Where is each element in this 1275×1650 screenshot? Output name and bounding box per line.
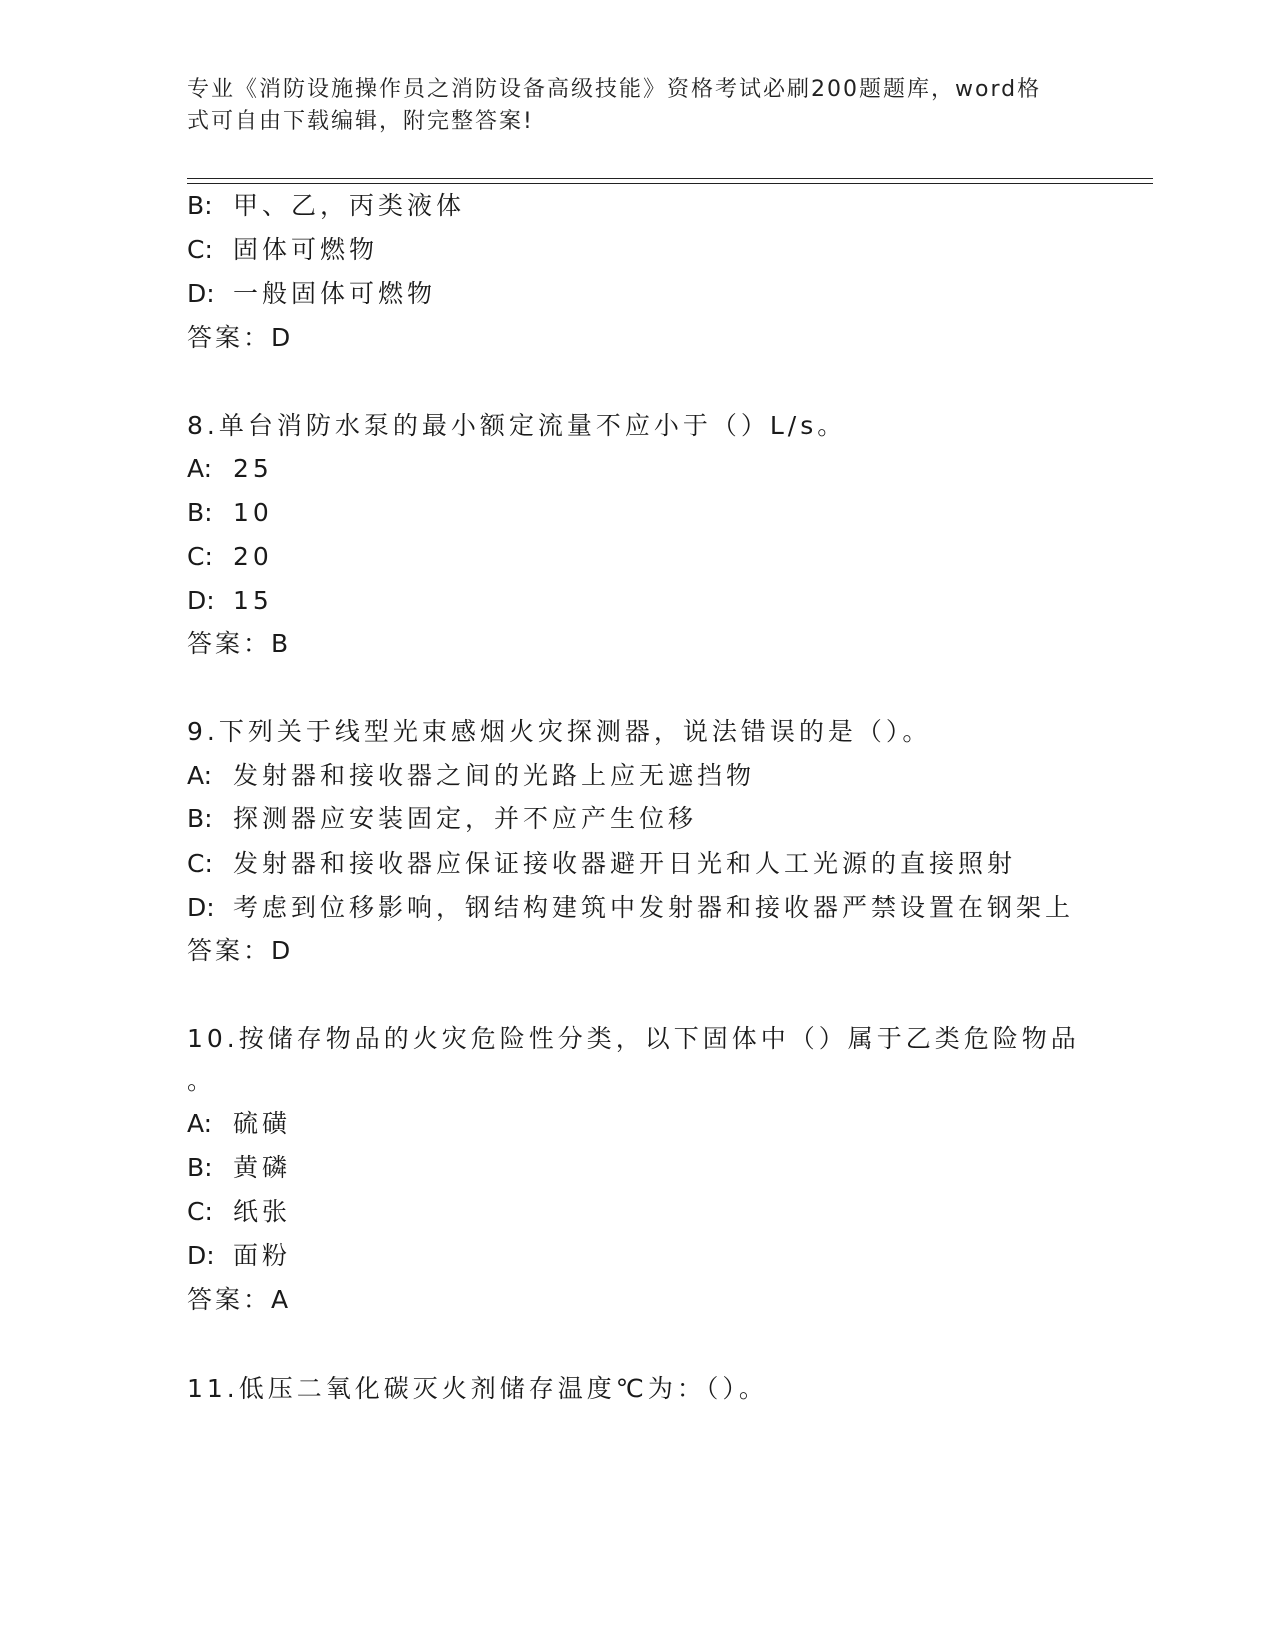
- option-b: [187, 497, 273, 529]
- option-text: 黄磷: [233, 1153, 292, 1182]
- option-text: 25: [233, 454, 273, 483]
- option-text: 20: [233, 542, 273, 571]
- option-b: [187, 190, 465, 222]
- option-text: 考虑到位移影响，钢结构建筑中发射器和接收器严禁设置在钢架上: [233, 893, 1075, 922]
- option-text: 发射器和接收器应保证接收器避开日光和人工光源的直接照射: [233, 849, 1017, 878]
- option-a: [187, 453, 273, 485]
- option-key: C:: [187, 235, 213, 264]
- option-d: [187, 585, 273, 617]
- document-header: [187, 74, 1067, 138]
- option-text: 纸张: [233, 1197, 292, 1226]
- option-d: [187, 278, 436, 310]
- option-key: D:: [187, 1241, 215, 1270]
- answer-line: 答案：D: [187, 323, 294, 352]
- option-text: 固体可燃物: [233, 235, 379, 264]
- option-key: D:: [187, 586, 215, 615]
- option-text: 一般固体可燃物: [233, 279, 437, 308]
- header-line-1: 专业《消防设施操作员之消防设备高级技能》资格考试必刷200题题库，word格: [187, 77, 1042, 102]
- option-key: D:: [187, 279, 215, 308]
- option-key: C:: [187, 1197, 213, 1226]
- option-c: [187, 1196, 291, 1228]
- question-10-stem-continued: 。: [187, 1066, 217, 1095]
- option-text: 甲、乙，丙类液体: [233, 191, 466, 220]
- header-divider-bottom: [187, 183, 1153, 184]
- option-key: B:: [187, 804, 213, 833]
- question-11-stem: 11.低压二氧化碳灭火剂储存温度℃为：（）。: [187, 1374, 768, 1403]
- option-a: [187, 1108, 291, 1140]
- option-key: B:: [187, 1153, 213, 1182]
- header-divider-top: [187, 178, 1153, 179]
- option-b: [187, 1152, 291, 1184]
- option-a: [187, 760, 755, 792]
- option-key: A:: [187, 454, 213, 483]
- option-text: 面粉: [233, 1241, 292, 1270]
- option-key: C:: [187, 542, 213, 571]
- header-line-2: 式可自由下载编辑，附完整答案!: [187, 109, 534, 134]
- option-text: 15: [233, 586, 273, 615]
- option-text: 发射器和接收器之间的光路上应无遮挡物: [233, 761, 756, 790]
- option-text: 硫磺: [233, 1109, 292, 1138]
- option-c: [187, 234, 378, 266]
- question-10-stem: 10.按储存物品的火灾危险性分类，以下固体中（）属于乙类危险物品: [187, 1024, 1080, 1053]
- option-b: [187, 803, 697, 835]
- option-c: [187, 541, 273, 573]
- option-c: [187, 848, 1016, 880]
- option-d: [187, 892, 1074, 924]
- answer-line: 答案：B: [187, 629, 292, 658]
- option-d: [187, 1240, 291, 1272]
- option-key: D:: [187, 893, 215, 922]
- question-8-stem: 8.单台消防水泵的最小额定流量不应小于（）L/s。: [187, 411, 847, 440]
- option-text: 10: [233, 498, 273, 527]
- option-key: C:: [187, 849, 213, 878]
- option-key: A:: [187, 1109, 213, 1138]
- option-key: A:: [187, 761, 213, 790]
- option-key: B:: [187, 498, 213, 527]
- answer-line: 答案：A: [187, 1285, 292, 1314]
- question-9-stem: 9.下列关于线型光束感烟火灾探测器，说法错误的是（）。: [187, 717, 932, 746]
- option-key: B:: [187, 191, 213, 220]
- option-text: 探测器应安装固定，并不应产生位移: [233, 804, 698, 833]
- answer-line: 答案：D: [187, 936, 294, 965]
